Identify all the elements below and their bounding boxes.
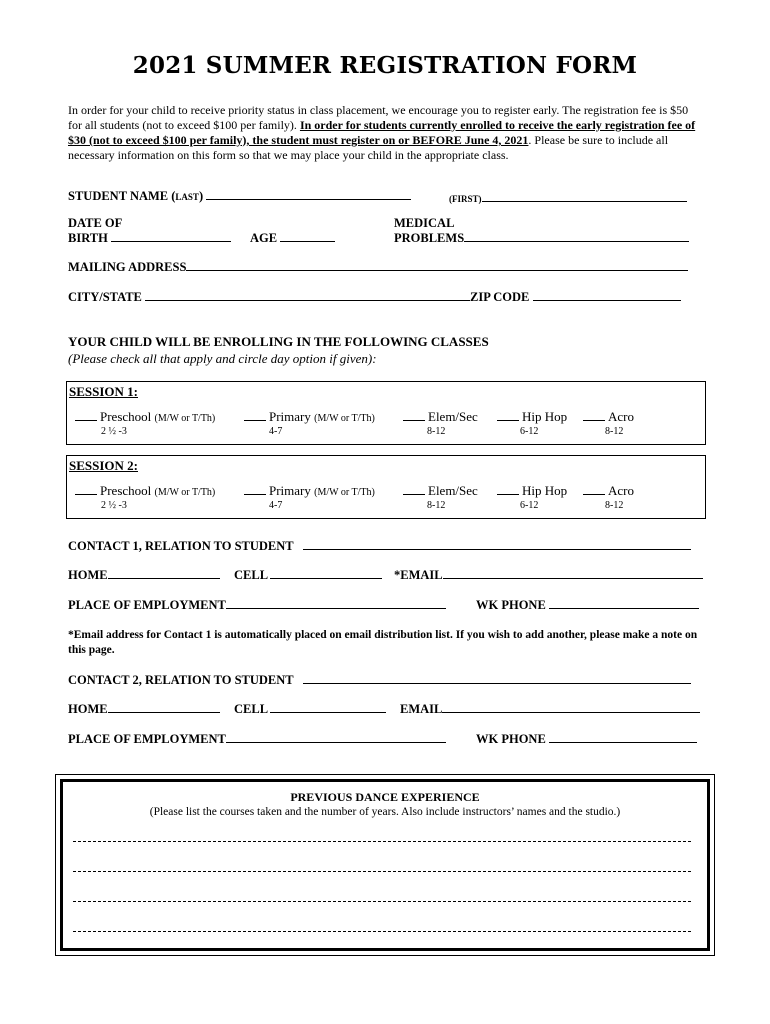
class-ages: 6-12 xyxy=(520,500,539,511)
contact1-cell-label: CELL xyxy=(234,568,269,582)
contact2-wk-phone-field[interactable] xyxy=(549,732,697,743)
class-ages: 6-12 xyxy=(520,426,539,437)
dob-row xyxy=(68,231,231,246)
class-option-preschool[interactable] xyxy=(75,409,215,425)
class-name: Hip Hop xyxy=(522,483,568,498)
zip-code-label: ZIP CODE xyxy=(470,290,530,304)
contact2-home-row xyxy=(68,702,220,717)
contact1-employment-row xyxy=(68,598,446,613)
contact1-email-row xyxy=(394,568,703,583)
student-name-row xyxy=(68,189,411,204)
previous-experience-line[interactable] xyxy=(73,841,691,842)
mailing-row xyxy=(68,260,688,275)
session-title: SESSION 1: xyxy=(69,384,138,399)
class-ages: 4-7 xyxy=(269,500,283,511)
contact1-cell-row xyxy=(234,568,382,583)
checkbox-blank[interactable] xyxy=(583,484,605,495)
checkbox-blank[interactable] xyxy=(244,410,266,421)
contact2-home-field[interactable] xyxy=(108,702,220,713)
checkbox-blank[interactable] xyxy=(75,484,97,495)
class-days: (M/W or T/Th) xyxy=(314,487,375,498)
contact2-relation-field[interactable] xyxy=(303,673,691,684)
contact1-home-label: HOME xyxy=(68,568,108,582)
contact2-cell-label: CELL xyxy=(234,702,268,716)
contact2-employment-label: PLACE OF EMPLOYMENT xyxy=(68,732,226,746)
class-name: Acro xyxy=(608,483,634,498)
contact2-relation-label: CONTACT 2, RELATION TO STUDENT xyxy=(68,673,294,687)
previous-experience-inner xyxy=(60,779,710,951)
age-row xyxy=(250,231,335,246)
student-name-label: STUDENT NAME ( xyxy=(68,189,176,203)
contact2-email-label: EMAIL xyxy=(400,702,443,716)
contact2-cell-row xyxy=(234,702,386,717)
email-distribution-note: *Email address for Contact 1 is automatically placed on email distribution list. If you wish to add another, please make a note on this page. xyxy=(68,629,698,656)
city-state-label: CITY/STATE xyxy=(68,290,142,304)
problems-label: PROBLEMS xyxy=(394,231,465,245)
class-days: (M/W or T/Th) xyxy=(154,413,216,424)
contact2-wk-phone-row xyxy=(476,732,697,747)
contact1-wk-phone-field[interactable] xyxy=(549,598,699,609)
classes-instruction: (Please check all that apply and circle day option if given): xyxy=(68,351,377,366)
checkbox-blank[interactable] xyxy=(75,410,97,421)
class-option-hip-hop[interactable] xyxy=(497,409,567,425)
contact1-email-field[interactable] xyxy=(443,568,703,579)
checkbox-blank[interactable] xyxy=(244,484,266,495)
class-name: Preschool xyxy=(100,483,152,498)
class-name: Primary xyxy=(269,409,311,424)
class-name: Hip Hop xyxy=(522,409,568,424)
previous-experience-instructions: (Please list the courses taken and the number of years. Also include instructors’ names and the studio.) xyxy=(149,806,621,818)
contact2-home-label: HOME xyxy=(68,702,108,716)
birth-label: BIRTH xyxy=(68,231,108,245)
class-option-preschool[interactable] xyxy=(75,483,215,499)
medical-row xyxy=(394,231,689,246)
previous-experience-line[interactable] xyxy=(73,931,691,932)
date-of-label: DATE OF xyxy=(68,216,123,230)
last-label: LAST xyxy=(175,192,199,202)
contact2-wk-phone-label: WK PHONE xyxy=(476,732,546,746)
class-ages: 4-7 xyxy=(269,426,283,437)
contact1-home-row xyxy=(68,568,220,583)
contact1-wk-phone-label: WK PHONE xyxy=(476,598,546,612)
contact2-cell-field[interactable] xyxy=(270,702,386,713)
intro-paragraph xyxy=(68,103,704,163)
previous-experience-box xyxy=(55,774,715,956)
class-name: Preschool xyxy=(100,409,152,424)
contact1-cell-field[interactable] xyxy=(270,568,382,579)
class-option-hip-hop[interactable] xyxy=(497,483,567,499)
form-title: 2021 SUMMER REGISTRATION FORM xyxy=(132,52,638,79)
class-ages: 8-12 xyxy=(605,500,624,511)
city-state-field[interactable] xyxy=(145,290,470,301)
contact1-employment-field[interactable] xyxy=(226,598,446,609)
contact2-email-field[interactable] xyxy=(442,702,700,713)
class-ages: 2 ½ -3 xyxy=(101,426,127,437)
class-option-acro[interactable] xyxy=(583,483,634,499)
class-option-elem-sec[interactable] xyxy=(403,483,478,499)
class-option-primary[interactable] xyxy=(244,409,375,425)
class-name: Acro xyxy=(608,409,634,424)
contact1-relation-row xyxy=(68,539,691,554)
medical-label: MEDICAL xyxy=(394,216,455,230)
mailing-address-field[interactable] xyxy=(186,260,688,271)
checkbox-blank[interactable] xyxy=(583,410,605,421)
class-ages: 8-12 xyxy=(605,426,624,437)
previous-experience-line[interactable] xyxy=(73,901,691,902)
class-option-primary[interactable] xyxy=(244,483,375,499)
first-name-row xyxy=(449,189,687,207)
class-ages: 8-12 xyxy=(427,500,446,511)
contact1-employment-label: PLACE OF EMPLOYMENT xyxy=(68,598,226,612)
contact1-email-label: *EMAIL xyxy=(394,568,443,582)
class-days: (M/W or T/Th) xyxy=(314,413,375,424)
contact1-home-field[interactable] xyxy=(108,568,220,579)
intro-text-1: In order for your child to receive priority status in class placement, we encourage you to register early. The registration fee is $50 for all students (not to exceed $100 per family). xyxy=(68,103,689,132)
birth-date-field[interactable] xyxy=(111,231,231,242)
checkbox-blank[interactable] xyxy=(497,484,519,495)
class-days: (M/W or T/Th) xyxy=(154,487,216,498)
previous-experience-line[interactable] xyxy=(73,871,691,872)
first-label: (FIRST) xyxy=(449,194,482,204)
medical-problems-field[interactable] xyxy=(464,231,689,242)
class-option-acro[interactable] xyxy=(583,409,634,425)
age-label: AGE xyxy=(250,231,278,245)
contact2-employment-row xyxy=(68,732,446,747)
contact2-employment-field[interactable] xyxy=(226,732,446,743)
contact1-wk-phone-row xyxy=(476,598,699,613)
session-title: SESSION 2: xyxy=(69,458,138,473)
intro-early-registration-note: In order for students currently enrolled to receive the early registration fee of $30 (not to exceed $100 per family), the student must register on or BEFORE June 4, 2021 xyxy=(68,118,696,147)
contact2-email-row xyxy=(400,702,700,717)
class-name: Elem/Sec xyxy=(428,409,478,424)
class-ages: 2 ½ -3 xyxy=(101,500,127,511)
checkbox-blank[interactable] xyxy=(403,484,425,495)
checkbox-blank[interactable] xyxy=(497,410,519,421)
classes-heading: YOUR CHILD WILL BE ENROLLING IN THE FOLLOWING CLASSES xyxy=(68,334,489,349)
intro-text-2: . Please be sure to include all necessary information on this form so that we may place your child in the appropriate class. xyxy=(68,133,669,162)
session-1-box xyxy=(66,381,706,445)
class-name: Elem/Sec xyxy=(428,483,478,498)
last-name-field[interactable] xyxy=(206,189,411,200)
class-ages: 8-12 xyxy=(427,426,446,437)
contact1-relation-field[interactable] xyxy=(303,539,691,550)
contact1-relation-label: CONTACT 1, RELATION TO STUDENT xyxy=(68,539,294,553)
contact2-relation-row xyxy=(68,673,691,688)
checkbox-blank[interactable] xyxy=(403,410,425,421)
previous-experience-title: PREVIOUS DANCE EXPERIENCE xyxy=(290,790,480,804)
close-paren: ) xyxy=(198,189,204,203)
city-state-row xyxy=(68,290,681,305)
session-2-box xyxy=(66,455,706,519)
first-name-field[interactable] xyxy=(482,191,687,202)
zip-code-field[interactable] xyxy=(533,290,681,301)
class-name: Primary xyxy=(269,483,311,498)
class-option-elem-sec[interactable] xyxy=(403,409,478,425)
mailing-address-label: MAILING ADDRESS xyxy=(68,260,187,274)
age-field[interactable] xyxy=(280,231,335,242)
